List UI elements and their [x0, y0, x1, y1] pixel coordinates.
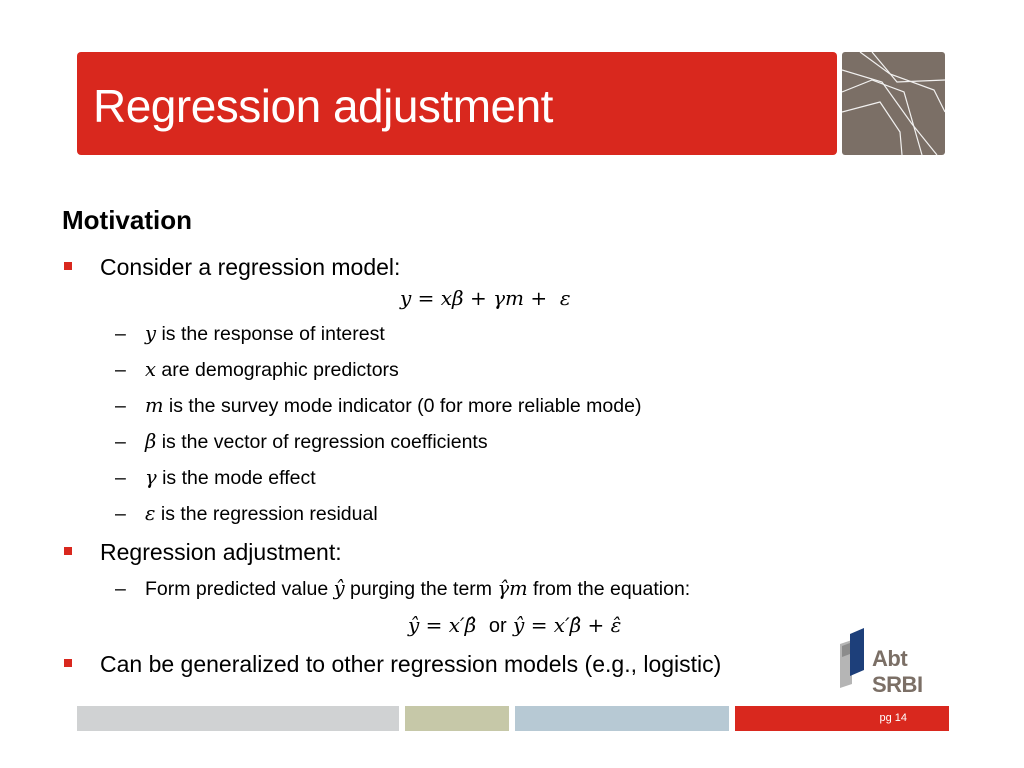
definition-symbol: m	[145, 394, 164, 417]
definition-text: is the survey mode indicator (0 for more reliable mode)	[168, 395, 642, 417]
definition-item	[145, 466, 316, 490]
definition-symbol: y	[145, 322, 157, 345]
definition-text: is the mode effect	[162, 467, 316, 489]
footer-segment-red	[735, 706, 949, 731]
definition-text: is the response of interest	[161, 323, 385, 345]
dash: –	[115, 323, 126, 345]
adjusted-equations	[408, 613, 621, 638]
footer-segment-olive	[405, 706, 509, 731]
adjusted-equation-right: ŷ = x′β̂ + ε̂	[513, 613, 622, 637]
footer-segment-gray	[77, 706, 399, 731]
definition-symbol: β	[145, 430, 157, 453]
dash: –	[115, 578, 126, 600]
footer-segment-blue	[515, 706, 729, 731]
logo-mark-icon	[838, 626, 872, 688]
bullet-square	[64, 262, 72, 270]
bullet-text: Can be generalized to other regression models (e.g., logistic)	[100, 651, 722, 677]
bullet-square	[64, 659, 72, 667]
dash: –	[115, 431, 126, 453]
logo-text: Abt SRBI	[872, 646, 923, 697]
adjustment-item	[145, 577, 690, 601]
page-number: pg 14	[879, 712, 907, 724]
adjustment-symbol-yhat: ŷ	[333, 577, 345, 600]
adjustment-suffix: from the equation:	[533, 578, 691, 600]
definition-item	[145, 358, 399, 382]
definition-text: are demographic predictors	[161, 359, 399, 381]
dash: –	[115, 395, 126, 417]
equation-or: or	[488, 615, 507, 637]
slide-title: Regression adjustment	[93, 80, 553, 132]
dash: –	[115, 359, 126, 381]
dash: –	[115, 467, 126, 489]
definition-text: is the regression residual	[160, 503, 378, 525]
definition-symbol: γ	[145, 466, 157, 489]
definition-item	[145, 430, 488, 454]
adjustment-symbol-term: γ̂m	[497, 577, 528, 600]
bullet-text: Regression adjustment:	[100, 539, 342, 565]
definition-symbol: x	[145, 358, 156, 381]
definition-text: is the vector of regression coefficients	[161, 431, 488, 453]
definition-item	[145, 322, 385, 346]
model-equation: y = xβ + γm + ε	[400, 286, 571, 310]
definition-item	[145, 394, 641, 418]
section-heading: Motivation	[62, 205, 192, 235]
adjustment-prefix: Form predicted value	[145, 578, 329, 600]
definition-item	[145, 502, 378, 526]
dash: –	[115, 503, 126, 525]
adjustment-middle: purging the term	[350, 578, 493, 600]
definition-symbol: ε	[145, 502, 156, 525]
adjusted-equation-left: ŷ = x′β̂	[408, 613, 477, 637]
bullet-square	[64, 547, 72, 555]
company-logo	[838, 626, 950, 697]
bullet-text: Consider a regression model:	[100, 254, 401, 280]
